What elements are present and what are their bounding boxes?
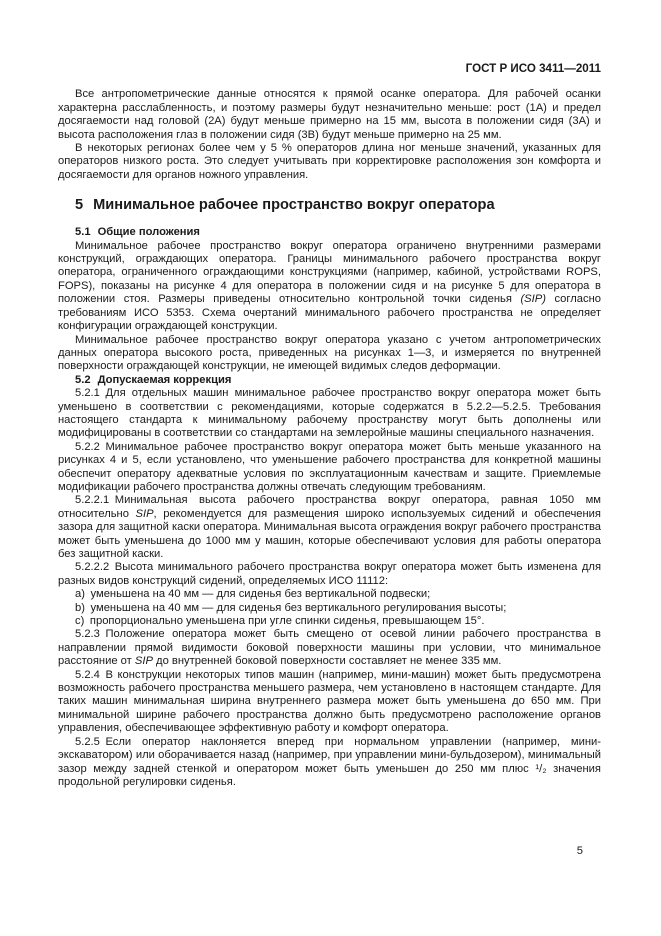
clause-5-2-number: 5.2	[75, 373, 91, 386]
document-page	[58, 62, 601, 789]
section-5-heading	[58, 196, 601, 214]
clause-5-2-heading	[58, 374, 601, 387]
clause-5-2-5: 5.2.5 Если оператор наклоняется вперед при нормальном управлении (например, мини-экскаватором) или оборачивается назад (например, при управлении мини-бульдозером), минимальный зазор между задней стенкой и оператором может быть уменьшен до 250 мм плюс ¹/₂ значения продольной регулировки сиденья.	[58, 735, 601, 788]
list-item-b: b) уменьшена на 40 мм — для сиденья без вертикального регулирования высоты;	[75, 601, 507, 614]
list-item-c: c) пропорционально уменьшена при угле спинки сиденья, превышающем 15°.	[75, 615, 485, 628]
intro-paragraph-2: В некоторых регионах более чем у 5 % операторов длина ног меньше значений, указанных для операторов низкого роста. Это следует учитывать при корректировке расположения зон комфорта и досягаемости для органов ножного управления.	[58, 142, 601, 181]
clause-5-2-3: 5.2.3 Положение оператора может быть смещено от осевой линии рабочего пространства в направлении прямой видимости боковой поверхности машины при условии, что минимальное расстояние от SIP до внутренней боковой поверхности составляет не менее 335 мм.	[58, 628, 601, 668]
clause-5-2-4: 5.2.4 В конструкции некоторых типов машин (например, мини-машин) может быть предусмотрена возможность рабочего пространства меньшего размера, чем установлено в настоящем стандарте. Для таких машин минимальная ширина внутреннего размера может быть уменьшена до 650 мм. При минимальной ширине рабочего пространства должно быть предусмотрено расположение органов управления, обеспечивающее эффективную работу и комфорт оператора.	[58, 668, 601, 735]
intro-paragraph-1: Все антропометрические данные относятся к прямой осанке оператора. Для рабочей осанки характерна расслабленность, и поэтому размеры будут незначительно меньше: рост (1А) и предел досягаемости над головой (2А) будут меньше примерно на 15 мм, высота в положении сидя (3А) и высота расположения глаз в положении сидя (3В) будут меньше примерно на 25 мм.	[58, 88, 601, 141]
clause-5-1-heading	[58, 226, 601, 239]
list-item-a: a) уменьшена на 40 мм — для сиденья без вертикальной подвески;	[75, 588, 431, 601]
section-5-title: Минимальное рабочее пространство вокруг оператора	[93, 197, 495, 214]
doc-code-header: ГОСТ Р ИСО 3411—2011	[465, 62, 601, 75]
clause-5-1-paragraph-1: Минимальное рабочее пространство вокруг оператора ограничено внутренними размерами конструкций, ограждающих оператора. Границы минимального рабочего пространства вокруг оператора, ограниченного ограждающими конструкциями (например, кабиной, устройствами ROPS, FOPS), показаны на рисунке 4 для оператора в положении сидя и на рисунке 5 для оператора в положении стоя. Размеры приведены относительно контрольной точки сиденья (SIP) согласно требованиям ИСО 5353. Схема очертаний минимального рабочего пространства не определяет конфигурации ограждающей конструкции.	[58, 239, 601, 333]
clause-5-1-number: 5.1	[75, 226, 91, 239]
clause-5-2-2-1: 5.2.2.1 Минимальная высота рабочего пространства вокруг оператора, равная 1050 мм относительно SIP, рекомендуется для размещения широко используемых сидений и обеспечения зазора для защитной каски оператора. Минимальная высота ограждения вокруг рабочего пространства может быть уменьшена до 1000 мм у машин, которые обеспечивают условия для работы оператора без защитной каски.	[58, 494, 601, 560]
clause-5-1-title: Общие положения	[97, 226, 200, 239]
clause-5-2-2-2: 5.2.2.2 Высота минимального рабочего пространства вокруг оператора может быть изменена для разных видов конструкций сидений, определяемых ИСО 11112:	[58, 561, 601, 587]
clause-5-1-paragraph-2: Минимальное рабочее пространство вокруг оператора указано с учетом антропометрических данных оператора высокого роста, приведенных на рисунках 1—3, и измеряется по внутренней поверхности ограждающей конструкции, не имеющей видимых следов деформации.	[58, 333, 601, 373]
clause-5-2-1: 5.2.1 Для отдельных машин минимальное рабочее пространство вокруг оператора может быть уменьшено в соответствии с рекомендациями, которые содержатся в 5.2.2—5.2.5. Требования настоящего стандарта к минимальному рабочему пространству могут быть дополнены или модифицированы в соответствии со стандартами на землеройные машины специального назначения.	[58, 387, 601, 440]
section-5-number: 5	[75, 197, 84, 214]
page-number: 5	[576, 845, 583, 857]
clause-5-2-2: 5.2.2 Минимальное рабочее пространство вокруг оператора может быть меньше указанного на рисунках 4 и 5, если установлено, что уменьшение рабочего пространства для конкретной машины обеспечит оператору адекватные условия по эксплуатационным качествам и защите. Приемлемые модификации рабочего пространства должны отвечать следующим требованиям.	[58, 440, 601, 493]
clause-5-2-title: Допускаемая коррекция	[97, 373, 232, 386]
